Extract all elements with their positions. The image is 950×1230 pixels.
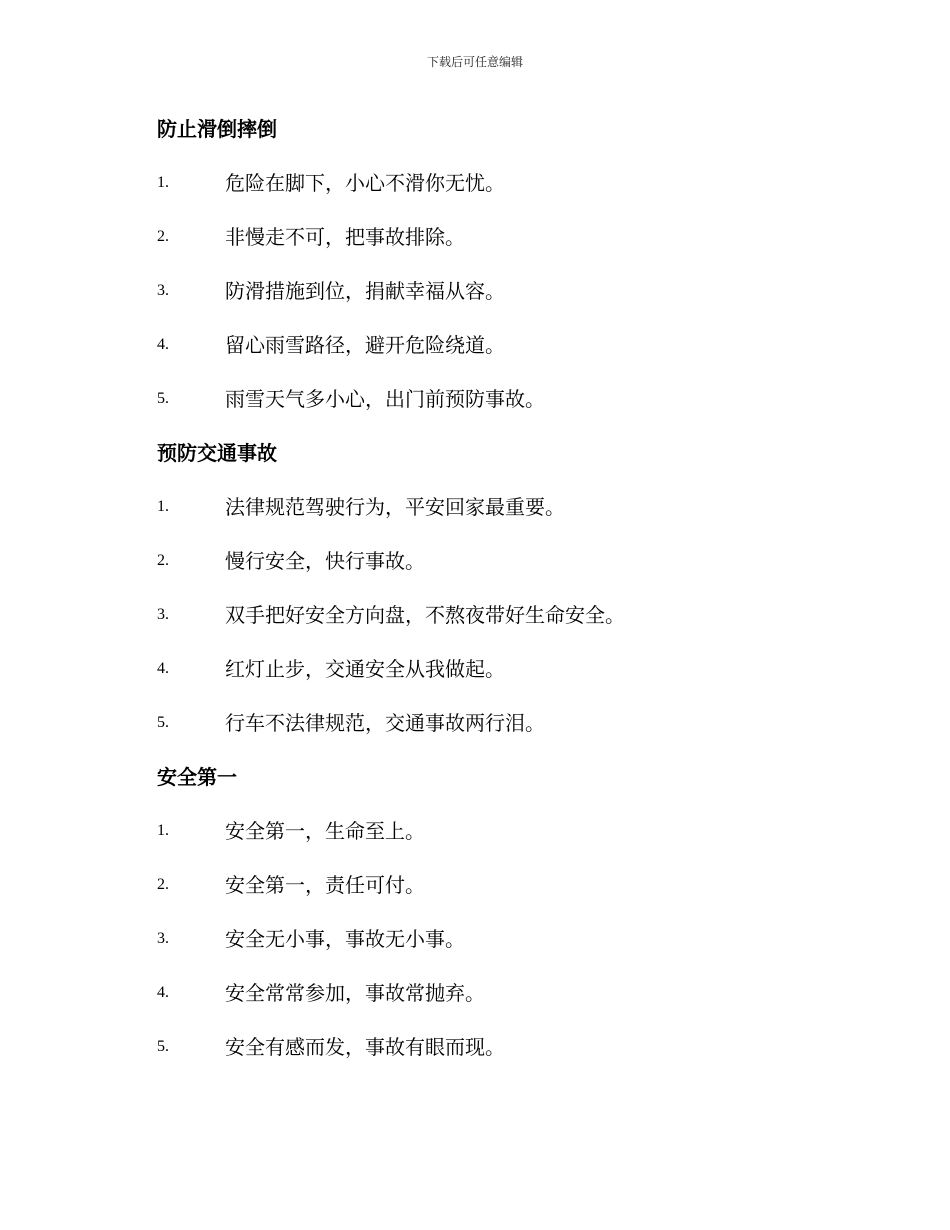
item-text: 安全无小事，事故无小事。 [225,927,465,951]
item-number: 3. [157,282,169,299]
item-number: 3. [157,606,169,623]
item-number: 2. [157,876,169,893]
section-slip-prevention [157,111,857,435]
item-text: 安全第一，责任可付。 [225,873,425,897]
item-text: 法律规范驾驶行为，平安回家最重要。 [225,495,565,519]
item-number: 4. [157,660,169,677]
list-item [157,975,857,1029]
list-item [157,705,857,759]
list-item [157,1029,857,1083]
section-safety-first [157,759,857,1083]
item-number: 4. [157,984,169,1001]
item-text: 安全第一，生命至上。 [225,819,425,843]
section-title: 安全第一 [157,765,237,789]
list-item [157,489,857,543]
list-item [157,381,857,435]
item-text: 危险在脚下，小心不滑你无忧。 [225,171,505,195]
item-number: 4. [157,336,169,353]
item-number: 2. [157,552,169,569]
list-item [157,273,857,327]
item-number: 5. [157,1038,169,1055]
item-text: 行车不法律规范，交通事故两行泪。 [225,711,545,735]
item-number: 1. [157,498,169,515]
item-number: 3. [157,930,169,947]
item-number: 1. [157,822,169,839]
list-item [157,813,857,867]
list-item [157,867,857,921]
list-item [157,219,857,273]
item-number: 2. [157,228,169,245]
item-number: 5. [157,390,169,407]
item-text: 慢行安全，快行事故。 [225,549,425,573]
item-text: 安全常常参加，事故常抛弃。 [225,981,485,1005]
item-text: 安全有感而发，事故有眼而现。 [225,1035,505,1059]
section-traffic-safety [157,435,857,759]
document-body [157,111,857,1083]
page-header-note: 下载后可任意编辑 [426,55,523,69]
item-number: 5. [157,714,169,731]
item-number: 1. [157,174,169,191]
item-text: 非慢走不可，把事故排除。 [225,225,465,249]
list-item [157,327,857,381]
list-item [157,597,857,651]
list-item [157,165,857,219]
section-title: 防止滑倒摔倒 [157,117,277,141]
item-text: 双手把好安全方向盘，不熬夜带好生命安全。 [225,603,625,627]
list-item [157,543,857,597]
list-item [157,651,857,705]
item-text: 红灯止步，交通安全从我做起。 [225,657,505,681]
item-text: 雨雪天气多小心，出门前预防事故。 [225,387,545,411]
list-item [157,921,857,975]
item-text: 防滑措施到位，捐献幸福从容。 [225,279,505,303]
section-title: 预防交通事故 [157,441,277,465]
item-text: 留心雨雪路径，避开危险绕道。 [225,333,505,357]
